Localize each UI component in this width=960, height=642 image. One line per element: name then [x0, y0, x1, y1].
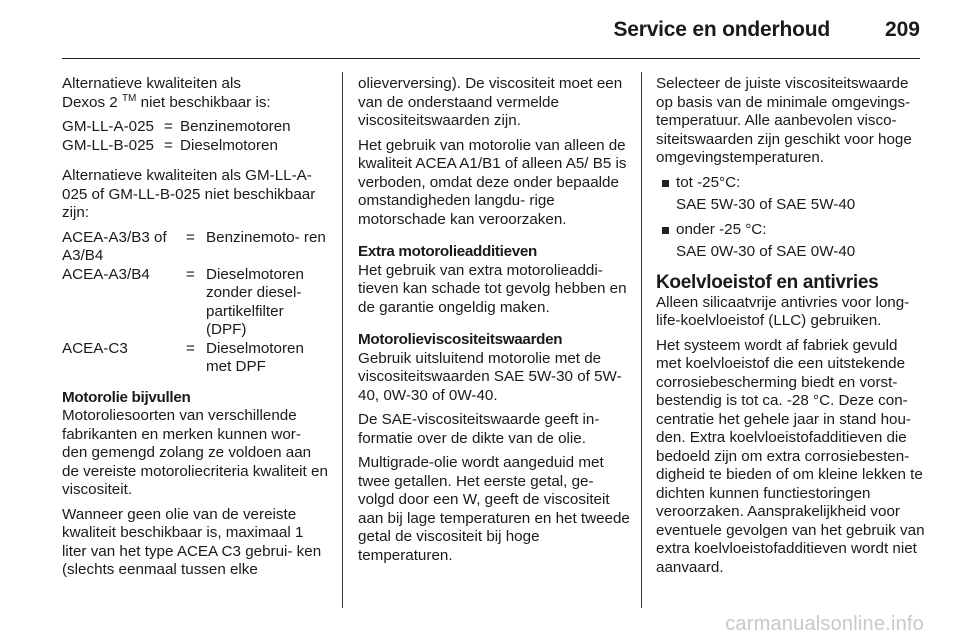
para-refill: Motoroliesoorten van verschillende fabrikanten en merken kunnen wor- den gemengd zolang ze voldoen aan de vereiste motoroliecriteria kwaliteit en viscositeit. — [62, 407, 328, 498]
para-sae: De SAE-viscositeitswaarde geeft in- formatie over de dikte van de olie. — [358, 411, 600, 447]
para-select: Selecteer de juiste viscositeitswaarde op basis van de minimale omgevings- temperatuur. Alle aanbevolen visco- siteitswaarden zijn geschikt voor hoge omgevingstemperaturen. — [656, 75, 912, 166]
para-additives: Het gebruik van extra motorolieaddi- tieven kan schade tot gevolg hebben en de garantie ongeldig maken. — [358, 261, 627, 316]
spec-row: ACEA-A3/B3 of A3/B4 = Benzinemoto- ren — [62, 228, 326, 264]
spec-table-1 — [62, 118, 328, 155]
page-header — [62, 18, 920, 44]
column-3 — [656, 75, 926, 583]
para-viscosity: Gebruik uitsluitend motorolie met de viscositeitswaarden SAE 5W-30 of 5W-40, 0W-30 of 0W-40. — [358, 349, 622, 404]
heading-refill: Motorolie bijvullen — [62, 388, 191, 406]
section-title: Service en onderhoud — [613, 18, 830, 41]
para-forbidden: Het gebruik van motorolie van alleen de kwaliteit ACEA A1/B1 of alleen A5/ B5 is verboden, omdat deze onder bepaalde omstandigheden langdu- rige motorschade kan veroorzaken. — [358, 136, 627, 228]
bullet-value: SAE 5W-30 of SAE 5W-40 — [676, 196, 856, 213]
para-continued: olieverversing). De viscositeit moet een van de onderstaand vermelde viscositeitswaarden zijn. — [358, 75, 623, 129]
bullet-value: SAE 0W-30 of SAE 0W-40 — [676, 243, 856, 260]
spec-row: GM-LL-A-025 = Benzinemotoren — [62, 118, 291, 135]
para-multigrade: Multigrade-olie wordt aangeduid met twee getallen. Het eerste getal, ge- volgd door een W, geeft de viscositeit aan bij lage temperaturen en het tweede getal de viscositeit bij hoge temperaturen. — [358, 454, 630, 564]
spec-row: ACEA-A3/B4 = Dieselmotoren zonder diesel- partikelfilter (DPF) — [62, 265, 304, 338]
column-divider-1 — [342, 72, 343, 608]
column-1 — [62, 75, 328, 586]
header-rule — [62, 58, 920, 59]
para-factory: Het systeem wordt af fabriek gevuld met koelvloeistof die een uitstekende corrosiebescherming biedt en vorst- bestendig is tot ca. -28 °C. Deze con- centratie het gehele jaar in stand hou- den. Extra koelvloeistofadditieven die bedoeld zijn om extra corrosiebesten- digheid te bieden of om kleine lekken te dichten kunnen functiestoringen veroorzaken. Aansprakelijkheid voor eventuele gevolgen van het gebruik van extra koelvloeistofadditieven wordt niet aanvaard. — [656, 336, 925, 576]
watermark: carmanualsonline.info — [725, 613, 924, 635]
heading-additives: Extra motorolieadditieven — [358, 243, 538, 260]
bullet-item: tot -25°C: — [656, 174, 926, 193]
para-acea: Wanneer geen olie van de vereiste kwaliteit beschikbaar is, maximaal 1 liter van het type ACEA C3 gebrui- ken (slechts eenmaal tussen elke — [62, 505, 322, 578]
spec-row: ACEA-C3 = Dieselmotoren met DPF — [62, 339, 304, 375]
spec-table-2 — [62, 229, 328, 377]
intro-alternative: Alternatieve kwaliteiten als GM-LL-A-025 of GM-LL-B-025 niet beschikbaar zijn: — [62, 167, 316, 221]
para-coolant: Alleen silicaatvrije antivries voor long- life-koelvloeistof (LLC) gebruiken. — [656, 293, 910, 329]
column-divider-2 — [641, 72, 642, 608]
page-number: 209 — [884, 18, 920, 41]
trademark-sup: TM — [121, 92, 137, 104]
spec-row: GM-LL-B-025 = Dieselmotoren — [62, 136, 278, 154]
bullet-item: onder -25 °C: — [656, 221, 926, 240]
intro-dexos: Alternatieve kwaliteiten als Dexos 2 ™ niet beschikbaar is: — [62, 75, 271, 111]
heading-viscosity: Motorolieviscositeitswaarden — [358, 331, 563, 348]
heading-coolant: Koelvloeistof en antivries — [656, 271, 879, 293]
column-2 — [358, 75, 630, 571]
